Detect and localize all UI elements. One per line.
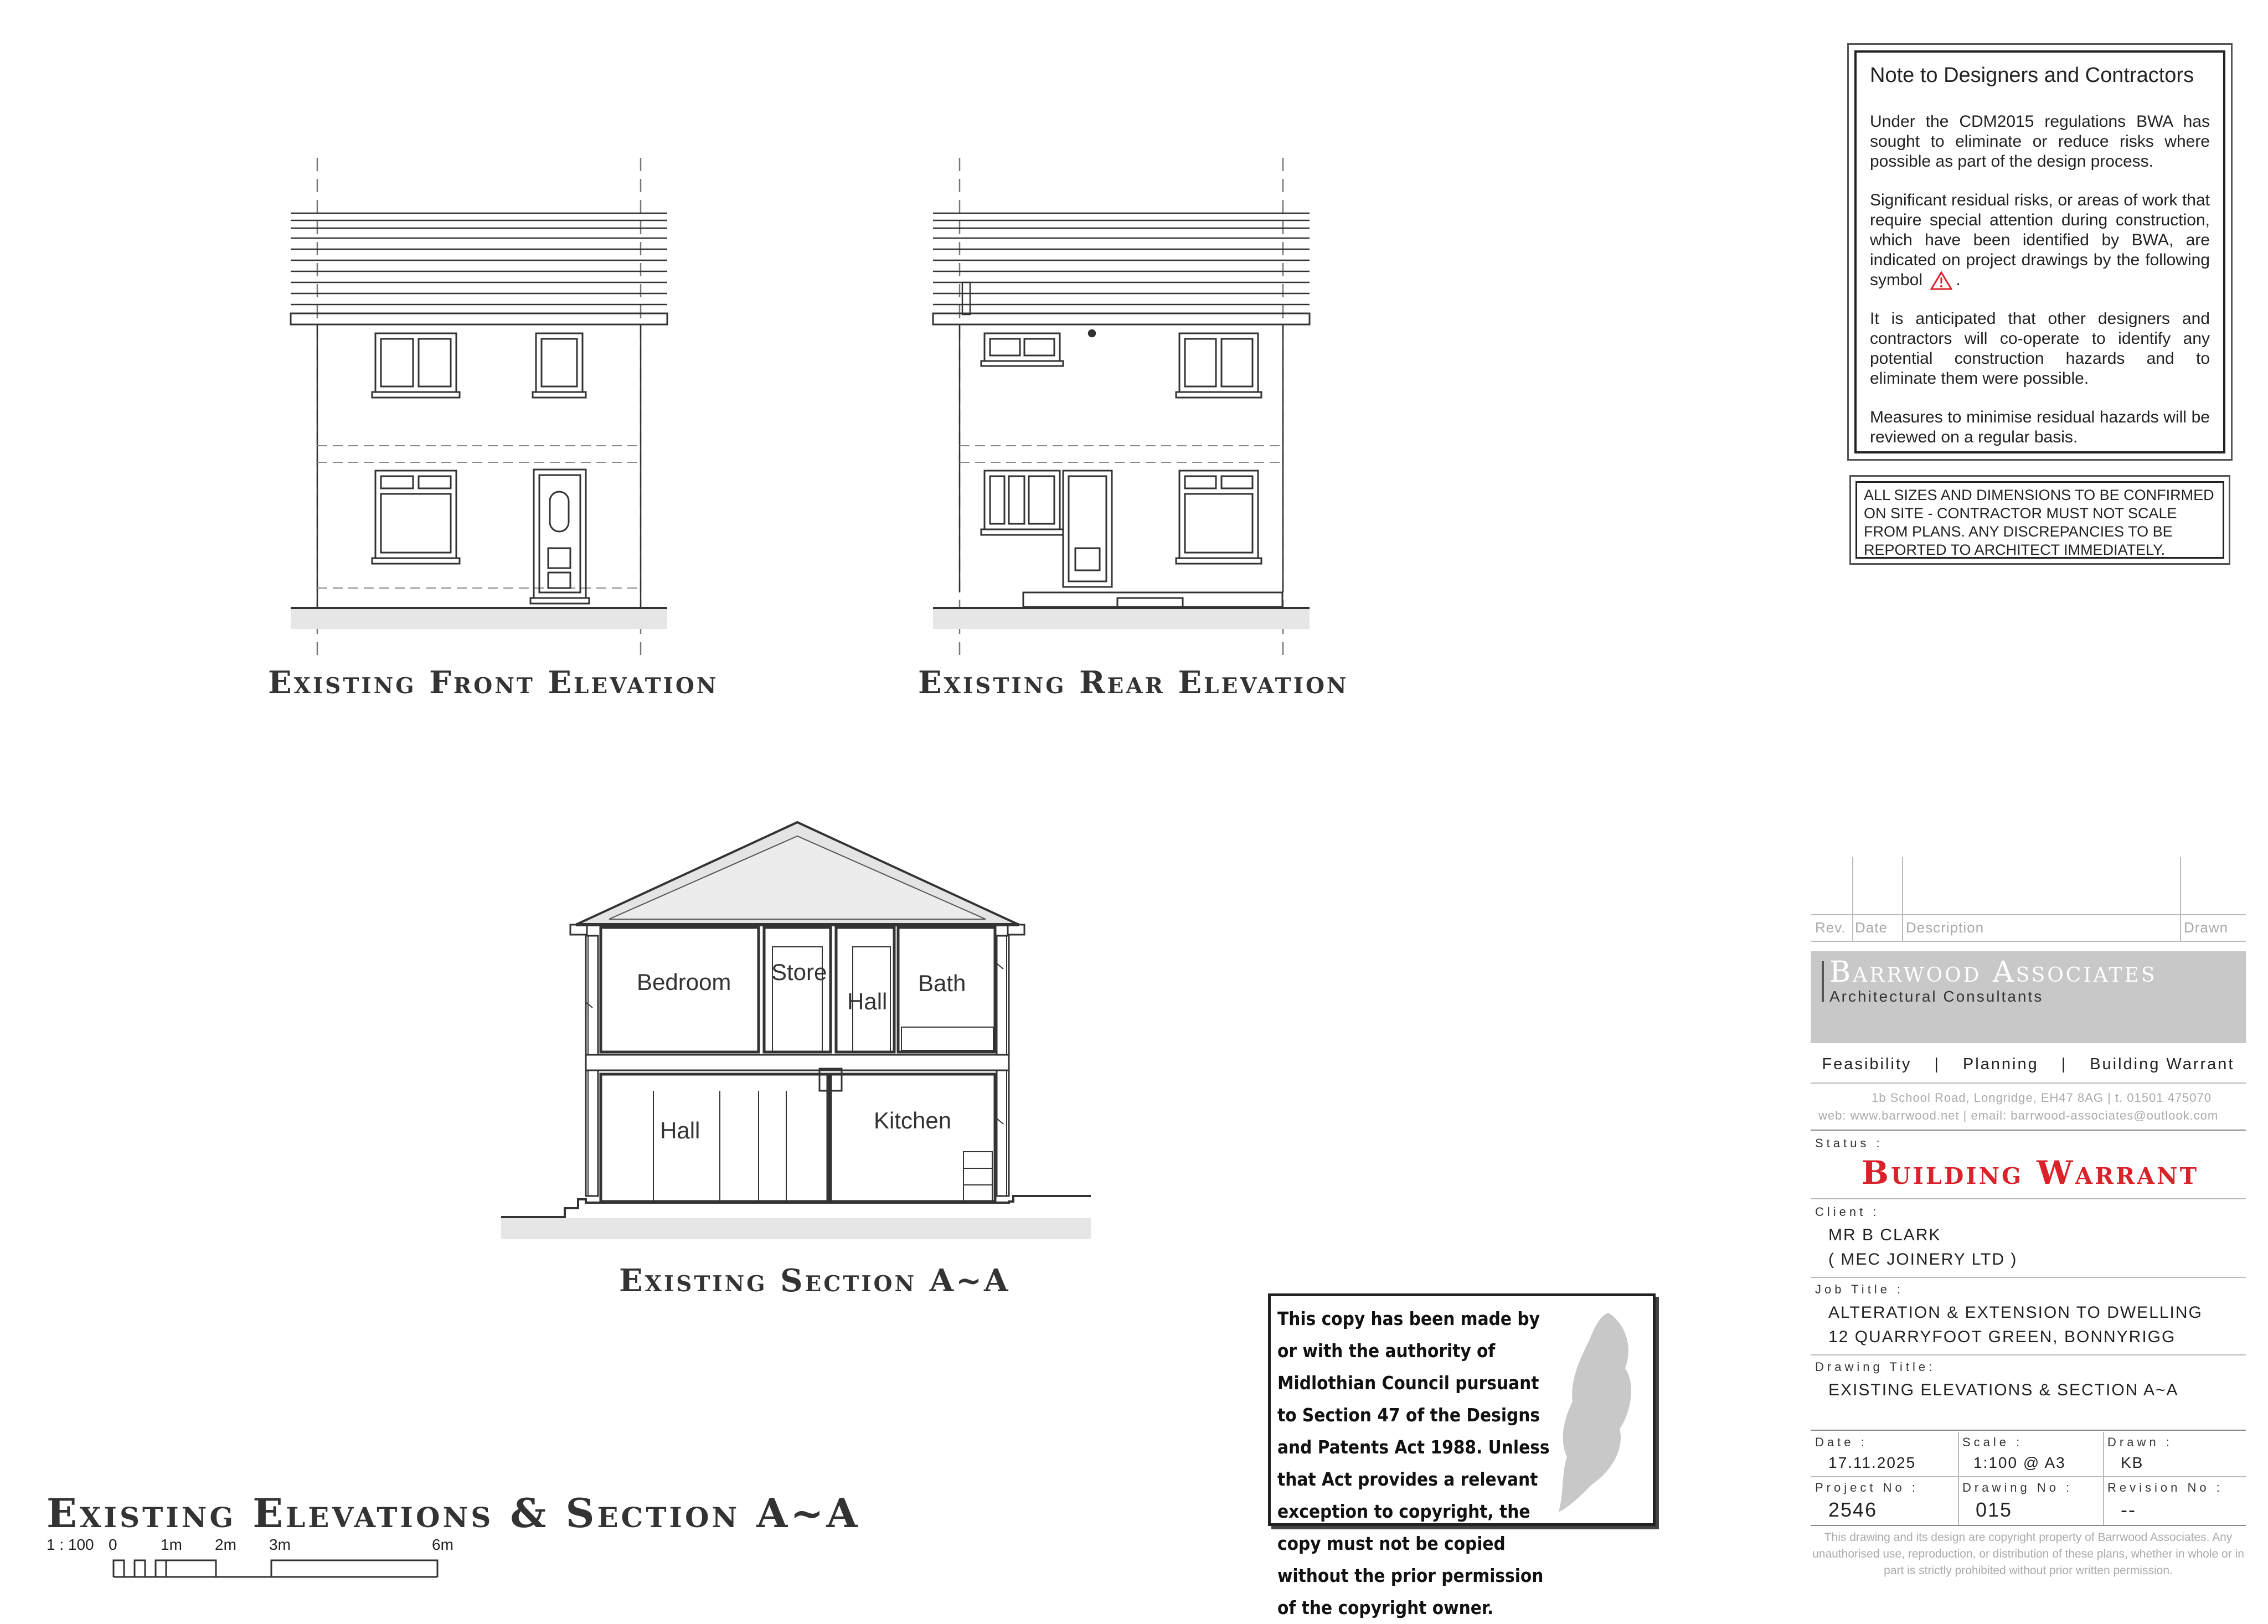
rear-elevation-title: Existing Rear Elevation xyxy=(918,664,1349,701)
room-label-hall-lower: Hall xyxy=(660,1117,700,1143)
scale-label: Scale : xyxy=(1962,1435,2023,1449)
cdm-note-outer xyxy=(1847,43,2233,461)
cdm-note-paragraph-2: Significant residual risks, or areas of work that require special attention during construction, which have been identified by BWA, are indicated on project drawings by the following symbol . xyxy=(1870,190,2210,290)
services-row xyxy=(1811,1055,2246,1074)
job-title-label: Job Title : xyxy=(1815,1282,1904,1296)
hazard-warning-icon xyxy=(1930,271,1952,290)
project-no-value: 2546 xyxy=(1828,1498,1878,1521)
drawn-label: Drawn : xyxy=(2107,1435,2173,1449)
scale-label-1m: 1m xyxy=(161,1536,182,1553)
room-label-store: Store xyxy=(771,959,827,985)
service-separator-1: | xyxy=(1934,1055,1940,1073)
company-banner xyxy=(1811,951,2246,1043)
room-label-hall-upper: Hall xyxy=(847,988,888,1014)
front-window-upper-right xyxy=(533,333,586,398)
rear-door xyxy=(1063,471,1112,587)
front-window-upper-left xyxy=(372,333,460,398)
rear-window-upper-left xyxy=(981,333,1063,366)
cdm-note-paragraph-3: It is anticipated that other designers and contractors will co-operate to identify any potential construction hazards and to eliminate them were possible. xyxy=(1870,310,2210,388)
project-no-label: Project No : xyxy=(1815,1481,1919,1494)
title-block-copyright: This drawing and its design are copyright property of Barrwood Associates. Any unauthorised use, reproduction, or distribution of these plans, whether in whole or in part is strictly prohibited without prior written permission. xyxy=(1812,1531,2244,1577)
cdm-note-paragraph-1: Under the CDM2015 regulations BWA has sought to eliminate or reduce risks where possible as part of the design process. xyxy=(1870,112,2210,171)
rev-header-rev: Rev. xyxy=(1815,919,1846,936)
scale-value: 1:100 @ A3 xyxy=(1973,1454,2066,1471)
rear-window-lower-left xyxy=(981,471,1063,535)
drawn-value: KB xyxy=(2121,1454,2144,1471)
service-separator-2: | xyxy=(2061,1055,2068,1073)
date-value: 17.11.2025 xyxy=(1828,1454,1916,1471)
room-label-bedroom: Bedroom xyxy=(637,969,731,995)
client-name: MR B CLARK xyxy=(1828,1226,1941,1244)
section-aa xyxy=(501,822,1091,1239)
scale-label-0: 0 xyxy=(109,1536,117,1553)
scale-bar xyxy=(114,1560,437,1577)
banner-rule xyxy=(1822,961,1824,1002)
rev-header-drawn: Drawn xyxy=(2184,919,2229,936)
company-name: Barrwood Associates xyxy=(1829,956,2157,989)
rev-header-date: Date xyxy=(1855,919,1888,936)
service-planning: Planning xyxy=(1962,1055,2039,1073)
drawing-no-value: 015 xyxy=(1976,1498,2013,1521)
company-web: web: www.barrwood.net | email: barrwood-associates@outlook.com xyxy=(1818,1109,2219,1122)
service-building-warrant: Building Warrant xyxy=(2090,1055,2235,1073)
sheet-title: Existing Elevations & Section A~A xyxy=(47,1489,860,1537)
company-address: 1b School Road, Longridge, EH47 8AG | t. 01501 475070 xyxy=(1872,1091,2212,1105)
scale-label-3m: 3m xyxy=(269,1536,291,1553)
scale-label-2m: 2m xyxy=(215,1536,236,1553)
dimensions-note: ALL SIZES AND DIMENSIONS TO BE CONFIRMED ON SITE - CONTRACTOR MUST NOT SCALE FROM PLANS. ANY DISCREPANCIES TO BE REPORTED TO ARCHITECT IMMEDIATELY. xyxy=(1855,481,2224,559)
dimensions-note-outer xyxy=(1849,475,2230,565)
council-copyright-stamp xyxy=(1268,1293,1656,1618)
council-copyright-text: This copy has been made by or with the authority of Midlothian Council pursuant to Section 47 of the Designs and Patents Act 1988. Unless that Act provides a relevant exception to copyright, the copy must not be copied without the prior permission of the copyright owner. xyxy=(1277,1308,1550,1618)
status-label: Status : xyxy=(1815,1136,1883,1150)
job-title-line-2: 12 QUARRYFOOT GREEN, BONNYRIGG xyxy=(1828,1328,2176,1346)
revision-no-value: -- xyxy=(2121,1498,2136,1521)
service-feasibility: Feasibility xyxy=(1822,1055,1912,1073)
client-label: Client : xyxy=(1815,1205,1880,1219)
front-door xyxy=(530,470,589,604)
rear-window-upper-right xyxy=(1176,333,1261,398)
front-window-lower xyxy=(372,471,460,564)
room-label-bath: Bath xyxy=(918,970,966,996)
client-company: ( MEC JOINERY LTD ) xyxy=(1828,1250,2018,1269)
drawing-no-label: Drawing No : xyxy=(1962,1481,2073,1494)
rear-window-lower-right xyxy=(1176,471,1261,564)
front-elevation xyxy=(291,158,667,662)
scale-ratio: 1 : 100 xyxy=(47,1536,94,1553)
status-value: Building Warrant xyxy=(1862,1154,2199,1192)
front-elevation-title: Existing Front Elevation xyxy=(268,664,719,701)
company-tagline: Architectural Consultants xyxy=(1829,988,2044,1005)
cdm-note-inner xyxy=(1854,50,2225,453)
section-title: Existing Section A~A xyxy=(619,1262,1011,1299)
date-label: Date : xyxy=(1815,1435,1868,1449)
rev-header-description: Description xyxy=(1906,919,1984,936)
rear-elevation xyxy=(933,158,1310,662)
revision-no-label: Revision No : xyxy=(2107,1481,2223,1494)
cdm-note-heading: Note to Designers and Contractors xyxy=(1870,64,2194,87)
drawing-title-label: Drawing Title: xyxy=(1815,1360,1936,1374)
drawing-title-value: EXISTING ELEVATIONS & SECTION A~A xyxy=(1828,1381,2179,1399)
job-title-line-1: ALTERATION & EXTENSION TO DWELLING xyxy=(1828,1303,2203,1322)
room-label-kitchen: Kitchen xyxy=(874,1107,952,1133)
front-roof xyxy=(291,213,667,608)
cdm-note-paragraph-4: Measures to minimise residual hazards will be reviewed on a regular basis. xyxy=(1870,408,2210,447)
scale-label-6m: 6m xyxy=(432,1536,453,1553)
